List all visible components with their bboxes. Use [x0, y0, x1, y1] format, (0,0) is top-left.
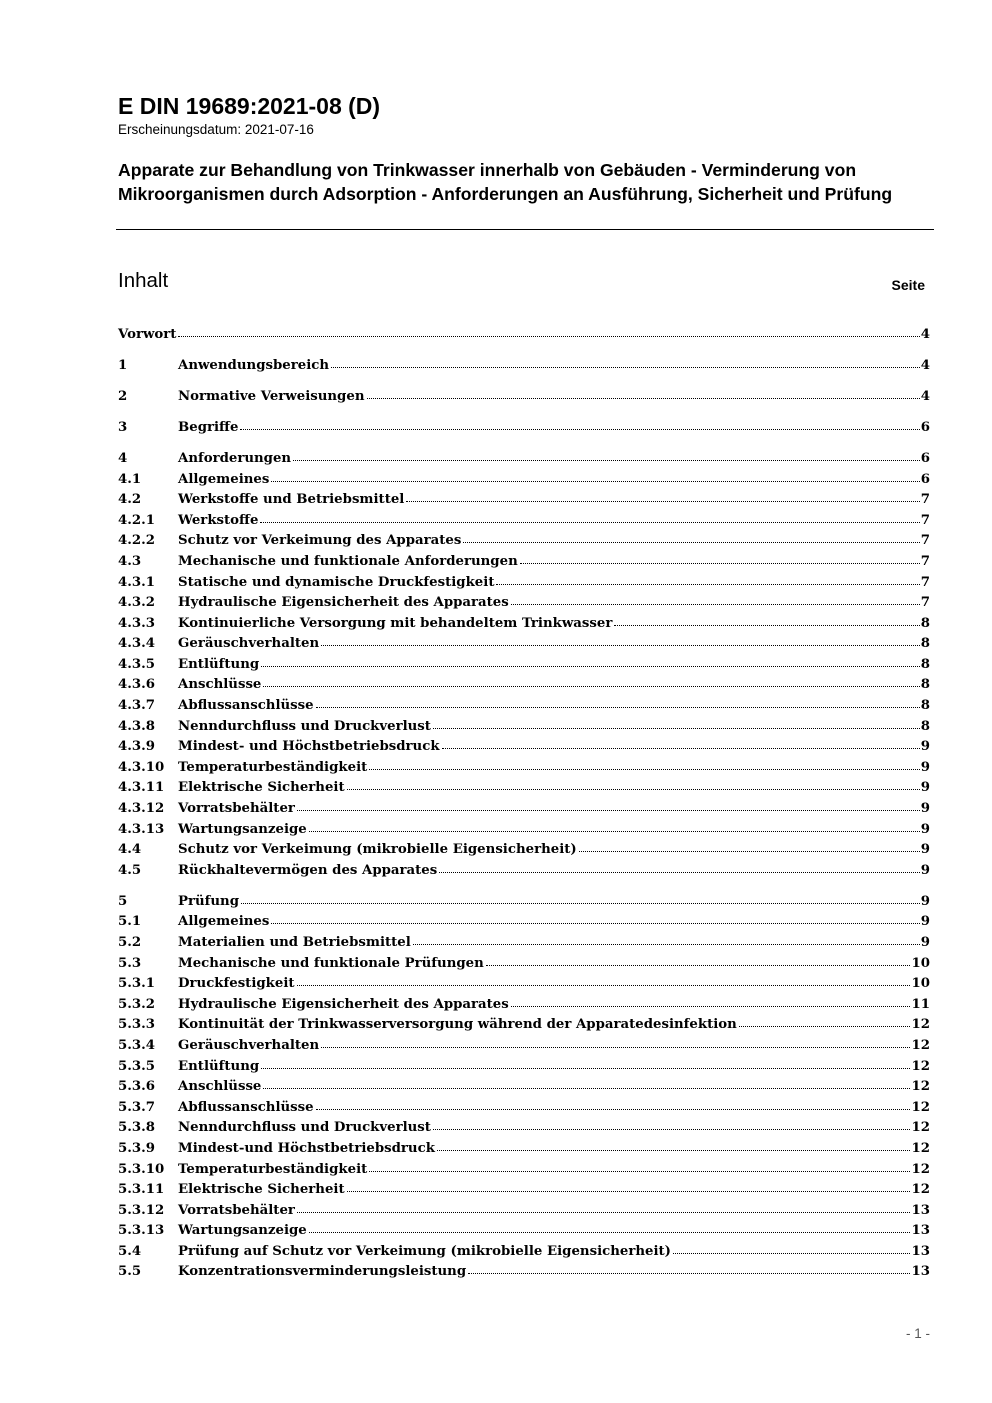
toc-entry[interactable] [118, 820, 930, 841]
document-subject: Apparate zur Behandlung von Trinkwasser innerhalb von Gebäuden - Verminderung von Mikroorganismen durch Adsorption - Anforderungen an Ausführung, Sicherheit und Prüfung [118, 160, 893, 204]
toc-entry[interactable] [118, 418, 930, 439]
toc-entry-page: 9 [920, 759, 930, 775]
toc-entry-number: 5.3.11 [118, 1182, 165, 1198]
toc-entry-number: 5.3.7 [118, 1099, 156, 1115]
toc-entry-page: 12 [911, 1120, 930, 1136]
toc-entry[interactable] [118, 1118, 930, 1139]
title-divider [116, 229, 934, 230]
toc-entry-page: 4 [920, 388, 930, 404]
toc-entry[interactable] [118, 737, 930, 758]
toc-entry[interactable] [118, 840, 930, 861]
toc-entry-title: Vorratsbehälter [178, 1202, 295, 1218]
toc-entry-number: 5.3.2 [118, 996, 156, 1012]
toc-entry-title: Normative Verweisungen [178, 388, 365, 404]
toc-entry-title: Temperaturbeständigkeit [178, 759, 368, 775]
toc-entry-number: 5.3.12 [118, 1202, 165, 1218]
toc-entry[interactable] [118, 912, 930, 933]
toc-entry[interactable] [118, 1036, 930, 1057]
page-number: - 1 - [905, 1326, 930, 1341]
toc-entry-number: 5.2 [118, 934, 142, 950]
toc-entry-number: 4.3.13 [118, 821, 165, 837]
toc-entry-title: Allgemeines [178, 914, 270, 930]
toc-entry[interactable] [118, 1160, 930, 1181]
toc-entry-page: 12 [911, 1182, 930, 1198]
toc-entry[interactable] [118, 634, 930, 655]
toc-entry-page: 9 [920, 739, 930, 755]
toc-entry-page: 9 [920, 842, 930, 858]
toc-entry[interactable] [118, 325, 930, 346]
toc-dot-leader [321, 641, 920, 646]
toc-entry[interactable] [118, 1077, 930, 1098]
toc-entry[interactable] [118, 1139, 930, 1160]
toc-dot-leader [673, 1249, 911, 1254]
toc-entry-title: Vorratsbehälter [178, 801, 295, 817]
toc-dot-leader [433, 724, 920, 729]
toc-entry-page: 10 [911, 976, 930, 992]
toc-entry-title: Mindest-und Höchstbetriebsdruck [178, 1140, 435, 1156]
toc-entry[interactable] [118, 778, 930, 799]
toc-entry[interactable] [118, 861, 930, 882]
toc-entry-number: 5.3.9 [118, 1140, 156, 1156]
toc-dot-leader [367, 394, 920, 399]
toc-dot-leader [240, 425, 919, 430]
toc-entry-title: Prüfung auf Schutz vor Verkeimung (mikrobielle Eigensicherheit) [178, 1243, 671, 1259]
toc-entry-page: 10 [911, 955, 930, 971]
toc-dot-leader [520, 559, 920, 564]
toc-dot-leader [178, 332, 919, 337]
toc-entry-page: 13 [911, 1243, 930, 1259]
toc-entry-page: 12 [911, 1079, 930, 1095]
toc-entry[interactable] [118, 1015, 930, 1036]
toc-entry-title: Schutz vor Verkeimung (mikrobielle Eigensicherheit) [178, 842, 577, 858]
toc-dot-leader [579, 847, 920, 852]
toc-dot-leader [347, 1187, 911, 1192]
toc-dot-leader [406, 497, 919, 502]
toc-entry-page: 8 [920, 677, 930, 693]
toc-entry-page: 9 [920, 821, 930, 837]
toc-dot-leader [263, 1084, 910, 1089]
toc-entry-page: 7 [920, 533, 930, 549]
toc-entry[interactable] [118, 387, 930, 408]
toc-entry-page: 8 [920, 636, 930, 652]
toc-entry-page: 12 [911, 1037, 930, 1053]
toc-entry-number: 4.2.1 [118, 512, 156, 528]
toc-dot-leader [293, 456, 920, 461]
toc-entry-page: 4 [920, 357, 930, 373]
toc-dot-leader [331, 363, 920, 368]
toc-dot-leader [463, 538, 919, 543]
toc-dot-leader [496, 580, 919, 585]
toc-entry-page: 7 [920, 512, 930, 528]
toc-entry-page: 9 [920, 801, 930, 817]
toc-entry-page: 7 [920, 492, 930, 508]
toc-page-column-label: Seite [891, 277, 925, 293]
toc-entry[interactable] [118, 531, 930, 552]
toc-entry[interactable] [118, 974, 930, 995]
toc-dot-leader [297, 981, 911, 986]
toc-entry[interactable] [118, 675, 930, 696]
toc-entry[interactable] [118, 614, 930, 635]
toc-entry-title: Rückhaltevermögen des Apparates [178, 862, 438, 878]
toc-entry-number: 4.3.10 [118, 759, 165, 775]
toc-entry[interactable] [118, 1201, 930, 1222]
toc-dot-leader [260, 518, 919, 523]
toc-entry[interactable] [118, 1180, 930, 1201]
toc-dot-leader [433, 1125, 911, 1130]
toc-entry-page: 8 [920, 698, 930, 714]
toc-dot-leader [739, 1022, 911, 1027]
toc-dot-leader [316, 703, 920, 708]
toc-entry-title: Anschlüsse [178, 677, 262, 693]
toc-entry-number: 5.4 [118, 1243, 142, 1259]
toc-entry-title: Werkstoffe [178, 512, 259, 528]
toc-dot-leader [369, 1167, 910, 1172]
toc-entry-number: 4.3 [118, 553, 142, 569]
toc-entry-title: Anwendungsbereich [178, 357, 330, 373]
toc-entry-number: 4.2 [118, 492, 142, 508]
toc-entry-number: 4.1 [118, 471, 142, 487]
toc-dot-leader [309, 827, 920, 832]
toc-entry[interactable] [118, 799, 930, 820]
toc-dot-leader [511, 1002, 911, 1007]
toc-entry-number: 5.1 [118, 914, 142, 930]
toc-entry[interactable] [118, 933, 930, 954]
toc-entry-number: 4.3.1 [118, 574, 156, 590]
toc-entry[interactable] [118, 696, 930, 717]
toc-entry-number: 4.3.3 [118, 615, 156, 631]
toc-entry-number: 5.3.3 [118, 1017, 156, 1033]
toc-entry-title: Entlüftung [178, 656, 260, 672]
toc-entry-number: 5.3.1 [118, 976, 156, 992]
toc-entry-title: Kontinuierliche Versorgung mit behandeltem Trinkwasser [178, 615, 613, 631]
toc-entry-number: 5.3.5 [118, 1058, 156, 1074]
publication-date: Erscheinungsdatum: 2021-07-16 [118, 122, 314, 137]
toc-entry-number: 5.3.4 [118, 1037, 156, 1053]
toc-entry-page: 9 [920, 893, 930, 909]
toc-entry[interactable] [118, 593, 930, 614]
toc-entry-page: 8 [920, 615, 930, 631]
toc-entry-title: Entlüftung [178, 1058, 260, 1074]
toc-entry-number: 4.3.11 [118, 780, 165, 796]
toc-entry-title: Mechanische und funktionale Prüfungen [178, 955, 484, 971]
toc-entry-title: Temperaturbeständigkeit [178, 1161, 368, 1177]
toc-entry-page: 12 [911, 1140, 930, 1156]
toc-entry-title: Nenndurchfluss und Druckverlust [178, 1120, 431, 1136]
toc-entry-page: 11 [911, 996, 930, 1012]
toc-entry-number: 5.3.8 [118, 1120, 156, 1136]
toc-entry-number: 4.3.9 [118, 739, 156, 755]
toc-dot-leader [297, 1208, 911, 1213]
toc-dot-leader [241, 899, 920, 904]
toc-heading: Inhalt [118, 269, 169, 292]
toc-entry-page: 12 [911, 1017, 930, 1033]
toc-entry[interactable] [118, 1262, 930, 1283]
toc-entry[interactable] [118, 892, 930, 913]
toc-entry[interactable] [118, 1242, 930, 1263]
toc-entry-title: Statische und dynamische Druckfestigkeit [178, 574, 495, 590]
toc-entry-number: 4.3.12 [118, 801, 165, 817]
toc-entry-title: Druckfestigkeit [178, 976, 295, 992]
toc-entry[interactable] [118, 995, 930, 1016]
toc-entry[interactable] [118, 758, 930, 779]
toc-entry-page: 12 [911, 1161, 930, 1177]
toc-entry-number: 5.3.6 [118, 1079, 156, 1095]
toc-entry-title: Schutz vor Verkeimung des Apparates [178, 533, 462, 549]
toc-entry-title: Abflussanschlüsse [178, 1099, 314, 1115]
toc-entry-number: 5.3.13 [118, 1223, 165, 1239]
toc-entry-title: Elektrische Sicherheit [178, 1182, 345, 1198]
toc-entry-number: 4.3.6 [118, 677, 156, 693]
toc-dot-leader [261, 662, 920, 667]
toc-dot-leader [614, 621, 919, 626]
toc-entry-title: Mechanische und funktionale Anforderungen [178, 553, 518, 569]
toc-dot-leader [309, 1228, 911, 1233]
toc-entry-title: Materialien und Betriebsmittel [178, 934, 411, 950]
toc-dot-leader [271, 477, 919, 482]
toc-entry-number: 4.3.4 [118, 636, 156, 652]
toc-dot-leader [439, 868, 919, 873]
toc-entry[interactable] [118, 449, 930, 470]
toc-entry-number: 4.3.8 [118, 718, 156, 734]
toc-entry-title: Geräuschverhalten [178, 1037, 320, 1053]
toc-entry[interactable] [118, 573, 930, 594]
toc-entry-page: 4 [920, 327, 930, 342]
toc-dot-leader [316, 1105, 911, 1110]
toc-entry[interactable] [118, 470, 930, 491]
toc-entry[interactable] [118, 1057, 930, 1078]
toc-entry-number: 4.3.7 [118, 698, 156, 714]
toc-entry-page: 9 [920, 934, 930, 950]
toc-entry-page: 13 [911, 1202, 930, 1218]
toc-dot-leader [468, 1269, 910, 1274]
toc-entry-page: 13 [911, 1264, 930, 1280]
toc-entry-page: 6 [920, 471, 930, 487]
toc-entry-number: 4.2.2 [118, 533, 156, 549]
toc-dot-leader [442, 744, 920, 749]
toc-entry-number: 2 [118, 388, 128, 404]
toc-entry-page: 8 [920, 656, 930, 672]
toc-entry[interactable] [118, 655, 930, 676]
toc-entry-page: 8 [920, 718, 930, 734]
toc-entry-title: Vorwort [118, 327, 177, 342]
toc-entry-page: 12 [911, 1099, 930, 1115]
toc-entry-title: Werkstoffe und Betriebsmittel [178, 492, 405, 508]
toc-entry-number: 4.5 [118, 862, 142, 878]
toc-entry-number: 5.3.10 [118, 1161, 165, 1177]
toc-entry-title: Hydraulische Eigensicherheit des Apparates [178, 996, 509, 1012]
toc-entry[interactable] [118, 1098, 930, 1119]
toc-entry-title: Kontinuität der Trinkwasserversorgung während der Apparatedesinfektion [178, 1017, 737, 1033]
toc-entry-page: 7 [920, 574, 930, 590]
toc-dot-leader [437, 1146, 911, 1151]
toc-dot-leader [413, 940, 920, 945]
toc-entry-number: 4 [118, 450, 128, 466]
toc-entry-page: 9 [920, 914, 930, 930]
table-of-contents [118, 325, 930, 1283]
toc-entry-page: 6 [920, 419, 930, 435]
toc-entry[interactable] [118, 1221, 930, 1242]
toc-dot-leader [261, 1064, 910, 1069]
toc-entry-page: 7 [920, 553, 930, 569]
toc-entry[interactable] [118, 356, 930, 377]
toc-entry-page: 6 [920, 450, 930, 466]
toc-entry-title: Elektrische Sicherheit [178, 780, 345, 796]
toc-entry-title: Wartungsanzeige [178, 821, 307, 837]
toc-entry-page: 7 [920, 595, 930, 611]
toc-entry-title: Nenndurchfluss und Druckverlust [178, 718, 431, 734]
toc-entry-title: Mindest- und Höchstbetriebsdruck [178, 739, 440, 755]
toc-dot-leader [511, 600, 920, 605]
toc-entry-title: Allgemeines [178, 471, 270, 487]
toc-dot-leader [347, 785, 920, 790]
toc-entry-number: 4.3.2 [118, 595, 156, 611]
toc-dot-leader [486, 961, 911, 966]
toc-entry-title: Prüfung [178, 893, 240, 909]
toc-entry[interactable] [118, 511, 930, 532]
toc-entry-title: Konzentrationsverminderungsleistung [178, 1264, 467, 1280]
toc-entry-number: 4.4 [118, 842, 142, 858]
toc-entry-page: 13 [911, 1223, 930, 1239]
toc-entry-number: 5.3 [118, 955, 142, 971]
toc-entry[interactable] [118, 954, 930, 975]
toc-entry[interactable] [118, 717, 930, 738]
toc-entry-title: Begriffe [178, 419, 239, 435]
toc-entry-number: 5 [118, 893, 128, 909]
toc-entry-title: Hydraulische Eigensicherheit des Apparates [178, 595, 509, 611]
toc-entry-number: 3 [118, 419, 128, 435]
toc-entry-title: Wartungsanzeige [178, 1223, 307, 1239]
toc-entry-number: 1 [118, 357, 128, 373]
toc-dot-leader [263, 682, 919, 687]
toc-entry-title: Geräuschverhalten [178, 636, 320, 652]
toc-entry[interactable] [118, 552, 930, 573]
toc-dot-leader [369, 765, 919, 770]
document-title: E DIN 19689:2021-08 (D) [118, 93, 381, 119]
toc-dot-leader [297, 806, 920, 811]
toc-entry-title: Anschlüsse [178, 1079, 262, 1095]
toc-entry-title: Anforderungen [178, 450, 292, 466]
toc-dot-leader [271, 919, 919, 924]
toc-entry-title: Abflussanschlüsse [178, 698, 314, 714]
toc-entry-number: 5.5 [118, 1264, 142, 1280]
toc-entry-page: 12 [911, 1058, 930, 1074]
toc-entry-page: 9 [920, 780, 930, 796]
toc-dot-leader [321, 1043, 910, 1048]
toc-entry-page: 9 [920, 862, 930, 878]
toc-entry-number: 4.3.5 [118, 656, 156, 672]
toc-entry[interactable] [118, 490, 930, 511]
